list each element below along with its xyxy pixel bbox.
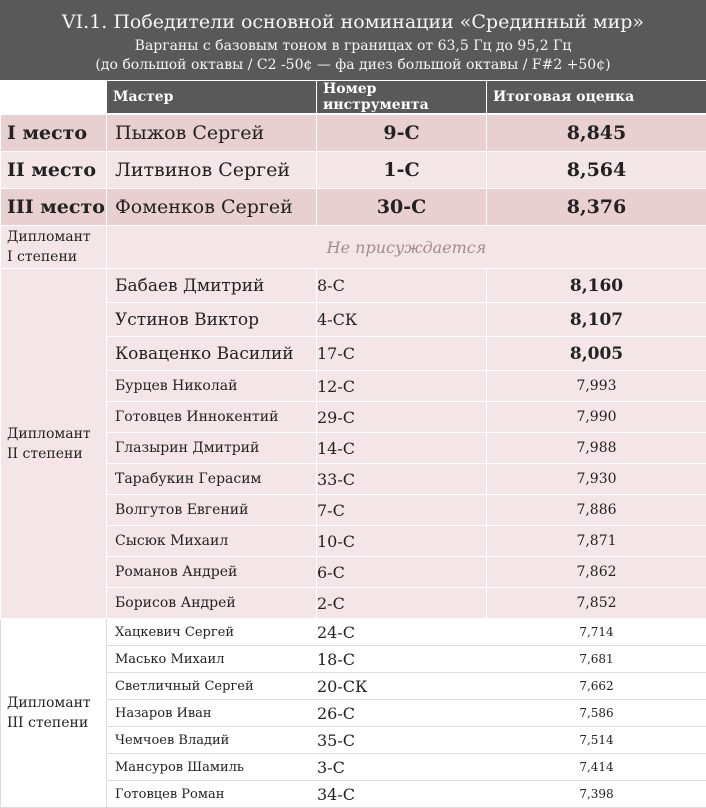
place-row (1, 152, 706, 189)
instrument-number: 29-С (317, 402, 487, 433)
final-score: 7,514 (487, 727, 706, 754)
place-label: III место (1, 189, 107, 226)
table-row (1, 269, 706, 303)
instrument-number: 14-С (317, 433, 487, 464)
master-name: Бабаев Дмитрий (107, 269, 317, 303)
table-row (1, 781, 706, 808)
instrument-number: 35-С (317, 727, 487, 754)
master-name: Пыжов Сергей (107, 114, 317, 152)
page-subtitle-notes: (до большой октавы / C2 -50¢ — фа диез большой октавы / F#2 +50¢) (0, 56, 706, 74)
instrument-number: 34-С (317, 781, 487, 808)
master-name: Устинов Виктор (107, 303, 317, 337)
final-score: 7,988 (487, 433, 706, 464)
diploma3-group (1, 619, 706, 808)
diploma2-label (1, 269, 107, 619)
master-name: Готовцев Роман (107, 781, 317, 808)
instrument-number: 24-С (317, 619, 487, 646)
instrument-number: 26-С (317, 700, 487, 727)
header-master: Мастер (107, 81, 317, 115)
final-score: 7,871 (487, 526, 706, 557)
final-score: 7,852 (487, 588, 706, 619)
final-score: 7,886 (487, 495, 706, 526)
instrument-number: 1-С (317, 152, 487, 189)
master-name: Фоменков Сергей (107, 189, 317, 226)
final-score: 7,662 (487, 673, 706, 700)
table-row (1, 526, 706, 557)
final-score: 7,414 (487, 754, 706, 781)
header-blank (1, 81, 107, 115)
table-row (1, 433, 706, 464)
final-score: 8,376 (487, 189, 706, 226)
final-score: 8,845 (487, 114, 706, 152)
final-score: 7,993 (487, 371, 706, 402)
diploma1-not-awarded: Не присуждается (107, 226, 706, 269)
table-row (1, 337, 706, 371)
diploma1-label-line1: Дипломант (7, 229, 91, 245)
final-score: 8,564 (487, 152, 706, 189)
place-label: II место (1, 152, 107, 189)
master-name: Хацкевич Сергей (107, 619, 317, 646)
results-table (0, 80, 706, 808)
instrument-number: 30-С (317, 189, 487, 226)
page-header (0, 0, 706, 80)
instrument-number: 7-С (317, 495, 487, 526)
table-row (1, 727, 706, 754)
master-name: Бурцев Николай (107, 371, 317, 402)
master-name: Мансуров Шамиль (107, 754, 317, 781)
instrument-number: 4-СК (317, 303, 487, 337)
instrument-number: 10-С (317, 526, 487, 557)
final-score: 7,586 (487, 700, 706, 727)
header-score: Итоговая оценка (487, 81, 706, 115)
header-number: Номер инструмента (317, 81, 487, 115)
diploma1-label-line2: I степени (7, 249, 77, 265)
master-name: Романов Андрей (107, 557, 317, 588)
table-row (1, 464, 706, 495)
table-row (1, 646, 706, 673)
master-name: Чемчоев Владий (107, 727, 317, 754)
table-row (1, 402, 706, 433)
final-score: 8,160 (487, 269, 706, 303)
instrument-number: 12-С (317, 371, 487, 402)
diploma2-group (1, 269, 706, 619)
instrument-number: 8-С (317, 269, 487, 303)
page-title: VI.1. Победители основной номинации «Срединный мир» (0, 10, 706, 34)
master-name: Светличный Сергей (107, 673, 317, 700)
master-name: Назаров Иван (107, 700, 317, 727)
master-name: Борисов Андрей (107, 588, 317, 619)
place-row (1, 114, 706, 152)
table-header-row (1, 81, 706, 115)
instrument-number: 6-С (317, 557, 487, 588)
master-name: Коваценко Василий (107, 337, 317, 371)
final-score: 7,862 (487, 557, 706, 588)
master-name: Глазырин Дмитрий (107, 433, 317, 464)
place-label: I место (1, 114, 107, 152)
instrument-number: 33-С (317, 464, 487, 495)
table-row (1, 303, 706, 337)
final-score: 7,398 (487, 781, 706, 808)
master-name: Масько Михаил (107, 646, 317, 673)
final-score: 7,990 (487, 402, 706, 433)
diploma2-label-line2: II степени (7, 446, 83, 462)
master-name: Готовцев Иннокентий (107, 402, 317, 433)
master-name: Литвинов Сергей (107, 152, 317, 189)
table-row (1, 557, 706, 588)
table-row (1, 588, 706, 619)
final-score: 7,714 (487, 619, 706, 646)
table-row (1, 754, 706, 781)
diploma2-label-line1: Дипломант (7, 426, 91, 442)
diploma1-row (1, 226, 706, 269)
instrument-number: 18-С (317, 646, 487, 673)
diploma1-label (1, 226, 107, 269)
final-score: 7,681 (487, 646, 706, 673)
table-row (1, 371, 706, 402)
table-row (1, 673, 706, 700)
final-score: 8,107 (487, 303, 706, 337)
instrument-number: 9-С (317, 114, 487, 152)
diploma3-label-line2: III степени (7, 715, 88, 731)
place-row (1, 189, 706, 226)
page-subtitle-range: Варганы с базовым тоном в границах от 63,5 Гц до 95,2 Гц (0, 37, 706, 55)
table-row (1, 619, 706, 646)
table-row (1, 495, 706, 526)
final-score: 8,005 (487, 337, 706, 371)
diploma3-label-line1: Дипломант (7, 695, 91, 711)
master-name: Тарабукин Герасим (107, 464, 317, 495)
instrument-number: 3-С (317, 754, 487, 781)
final-score: 7,930 (487, 464, 706, 495)
instrument-number: 17-С (317, 337, 487, 371)
master-name: Сысюк Михаил (107, 526, 317, 557)
instrument-number: 2-С (317, 588, 487, 619)
diploma3-label (1, 619, 107, 808)
master-name: Волгутов Евгений (107, 495, 317, 526)
instrument-number: 20-СК (317, 673, 487, 700)
table-row (1, 700, 706, 727)
